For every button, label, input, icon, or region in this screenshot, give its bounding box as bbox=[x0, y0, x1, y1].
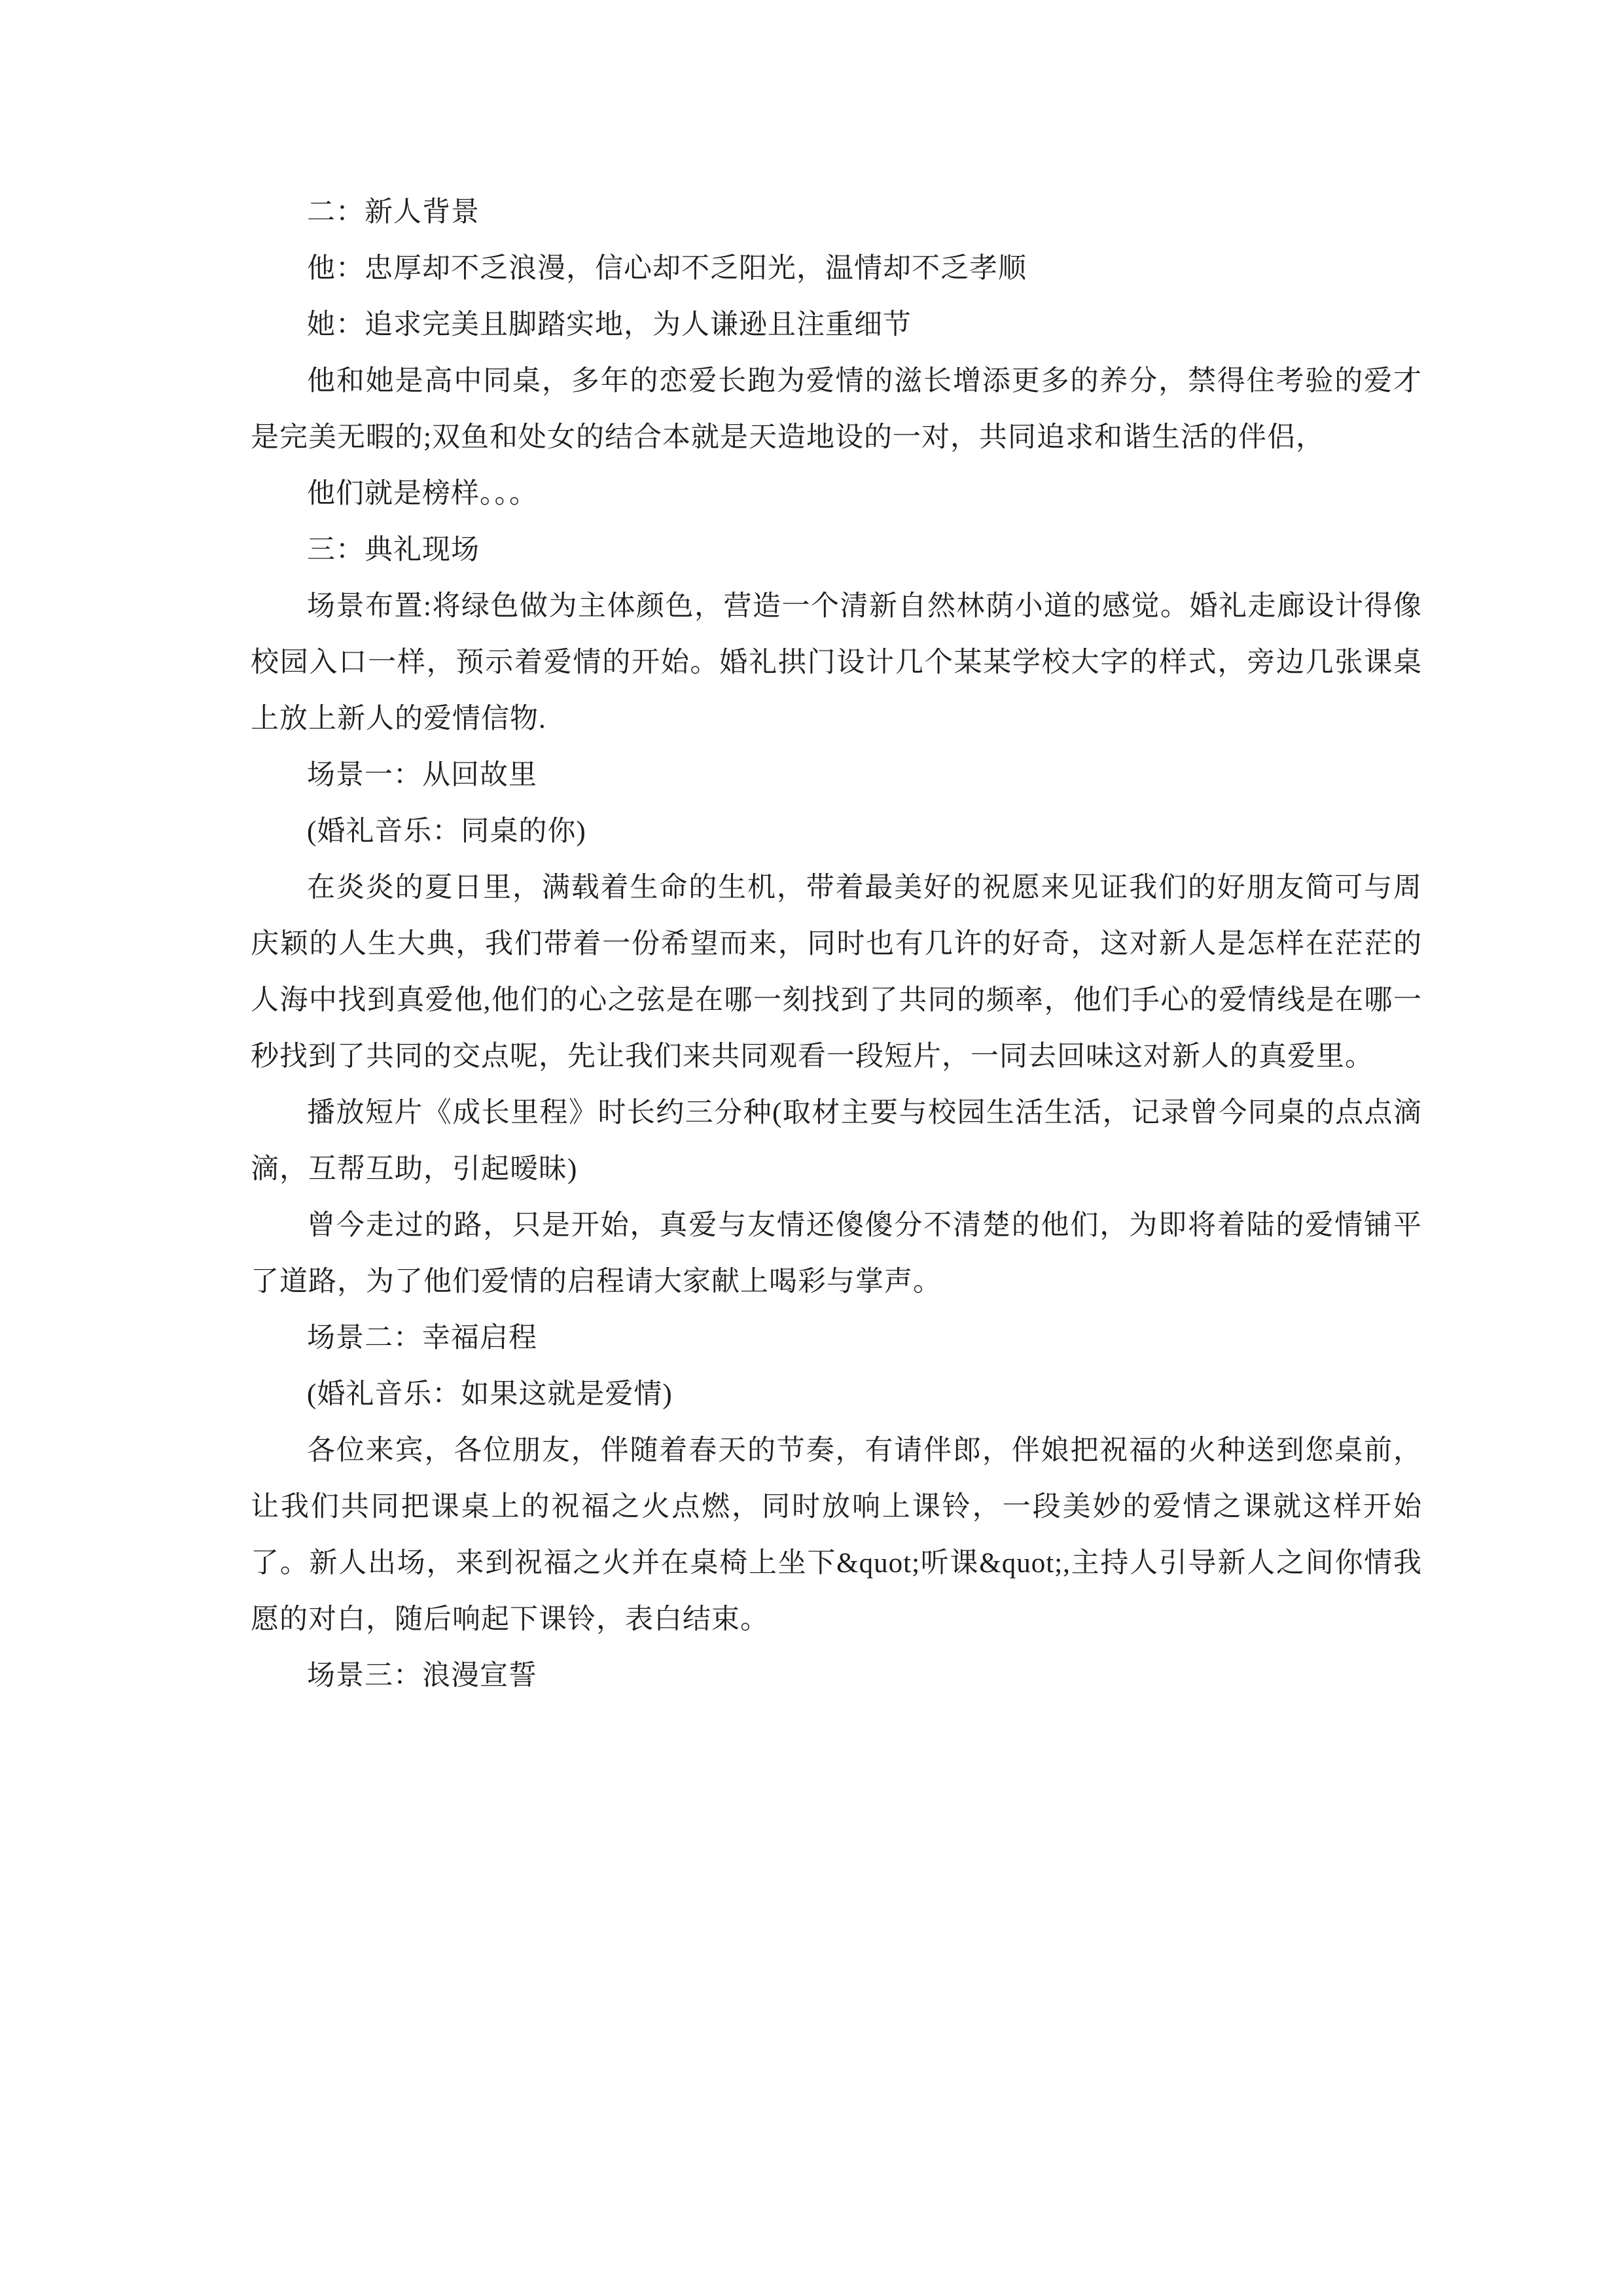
paragraph: 播放短片《成长里程》时长约三分种(取材主要与校园生活生活，记录曾今同桌的点点滴滴，互帮互助，引起暧昧) bbox=[251, 1098, 1422, 1185]
paragraph: 他们就是榜样。。。 bbox=[307, 478, 538, 509]
paragraph: (婚礼音乐：如果这就是爱情) bbox=[307, 1379, 673, 1410]
paragraph: 场景布置:将绿色做为主体颜色，营造一个清新自然林荫小道的感觉。婚礼走廊设计得像校园入口一样，预示着爱情的开始。婚礼拱门设计几个某某学校大字的样式，旁边几张课桌上放上新人的爱情信物. bbox=[251, 591, 1422, 734]
paragraph: 三：典礼现场 bbox=[307, 535, 480, 565]
paragraph: 他：忠厚却不乏浪漫，信心却不乏阳光，温情却不乏孝顺 bbox=[307, 253, 1027, 284]
document-body bbox=[251, 185, 1422, 1704]
paragraph: 曾今走过的路，只是开始，真爱与友情还傻傻分不清楚的他们，为即将着陆的爱情铺平了道路，为了他们爱情的启程请大家献上喝彩与掌声。 bbox=[251, 1210, 1422, 1297]
paragraph: 二：新人背景 bbox=[307, 197, 480, 228]
paragraph: 各位来宾，各位朋友，伴随着春天的节奏，有请伴郎，伴娘把祝福的火种送到您桌前，让我们共同把课桌上的祝福之火点燃，同时放响上课铃，一段美妙的爱情之课就这样开始了。新人出场，来到祝福之火并在桌椅上坐下&quot;听课&quot;,主持人引导新人之间你情我愿的对白，随后响起下课铃，表白结束。 bbox=[251, 1435, 1422, 1635]
paragraph: (婚礼音乐：同桌的你) bbox=[307, 816, 586, 847]
paragraph: 场景三：浪漫宣誓 bbox=[307, 1660, 537, 1691]
paragraph: 场景一：从回故里 bbox=[307, 760, 537, 791]
paragraph: 她：追求完美且脚踏实地，为人谦逊且注重细节 bbox=[307, 310, 912, 340]
paragraph: 在炎炎的夏日里，满载着生命的生机，带着最美好的祝愿来见证我们的好朋友简可与周庆颖的人生大典，我们带着一份希望而来，同时也有几许的好奇，这对新人是怎样在茫茫的人海中找到真爱他,他们的心之弦是在哪一刻找到了共同的频率，他们手心的爱情线是在哪一秒找到了共同的交点呢，先让我们来共同观看一段短片，一同去回味这对新人的真爱里。 bbox=[251, 872, 1422, 1072]
paragraph: 他和她是高中同桌，多年的恋爱长跑为爱情的滋长增添更多的养分，禁得住考验的爱才是完美无暇的;双鱼和处女的结合本就是天造地设的一对，共同追求和谐生活的伴侣， bbox=[251, 366, 1422, 453]
paragraph: 场景二：幸福启程 bbox=[307, 1323, 537, 1354]
